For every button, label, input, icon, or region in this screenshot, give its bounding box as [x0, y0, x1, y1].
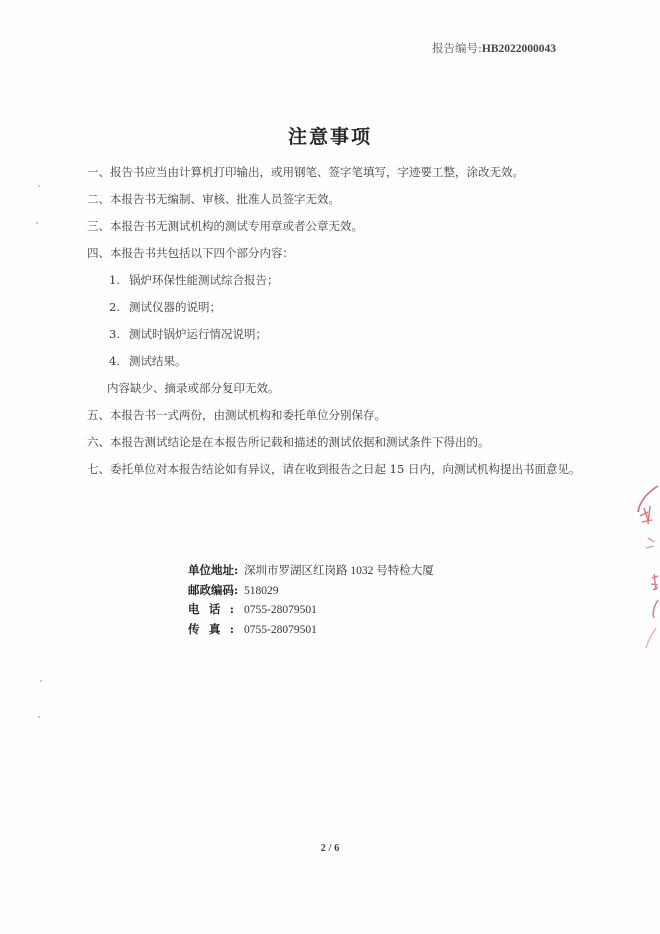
sub-item-4 [87, 351, 607, 378]
contact-phone-row [188, 600, 434, 620]
contact-block [188, 561, 434, 639]
page-title: 注意事项 [287, 126, 372, 148]
note-item-3: 三、本报告书无测试机构的测试专用章或者公章无效。 [87, 219, 363, 233]
scan-speck [40, 680, 42, 682]
fax-value: 0755-28079501 [244, 623, 317, 636]
address-label: 单位地址: [188, 563, 239, 577]
fax-label: 传真: [188, 621, 234, 636]
postcode-label: 邮政编码: [188, 582, 239, 597]
postcode-value: 518029 [244, 584, 279, 597]
scan-speck [38, 185, 40, 187]
note-item-2: 二、本报告书无编制、审核、批准人员签字无效。 [87, 192, 340, 206]
sub-item-1 [87, 270, 607, 297]
phone-label: 电话: [188, 602, 234, 616]
sub-item-3 [87, 324, 607, 351]
sub-item-index: 1. [109, 273, 120, 287]
sub-item-2 [87, 297, 607, 324]
sub-item-index: 2. [109, 300, 120, 314]
contact-postcode-row [188, 581, 434, 601]
report-number-value: HB2022000043 [481, 43, 556, 55]
sub-item-text: 锅炉环保性能测试综合报告； [129, 273, 279, 287]
note-item-7: 七、委托单位对本报告结论如有异议，请在收到报告之日起 15 日内，向测试机构提出书面意见。 [87, 462, 581, 476]
phone-value: 0755-28079501 [244, 604, 317, 616]
sub-item-text: 测试时锅炉运行情况说明； [129, 327, 267, 341]
address-value: 深圳市罗湖区红岗路 1032 号特检大厦 [244, 565, 434, 577]
note-item-4: 四、本报告书共包括以下四个部分内容： [87, 246, 294, 260]
sub-item-text: 测试结果。 [129, 354, 187, 368]
notes-list [87, 162, 607, 486]
sub-item-index: 4. [109, 354, 120, 368]
contact-fax-row [188, 620, 434, 640]
scan-speck [36, 222, 38, 224]
scan-speck [38, 716, 40, 718]
seal-stamp [618, 478, 660, 658]
note-item-4-tail: 内容缺少、摘录或部分复印无效。 [107, 381, 280, 395]
note-item-6: 六、本报告测试结论是在本报告所记载和描述的测试依据和测试条件下得出的。 [87, 435, 490, 449]
contact-address-row [188, 561, 434, 581]
note-item-1: 一、报告书应当由计算机打印输出，或用钢笔、签字笔填写，字迹要工整，涂改无效。 [87, 165, 524, 179]
note-item-5: 五、本报告书一式两份，由测试机构和委托单位分别保存。 [87, 408, 386, 422]
seal-stamp-graphic [618, 478, 660, 658]
report-number [432, 40, 556, 56]
page-number: 2 / 6 [320, 843, 340, 854]
sub-item-text: 测试仪器的说明； [129, 300, 221, 314]
report-number-label: 报告编号: [432, 41, 482, 55]
sub-item-index: 3. [109, 327, 120, 341]
